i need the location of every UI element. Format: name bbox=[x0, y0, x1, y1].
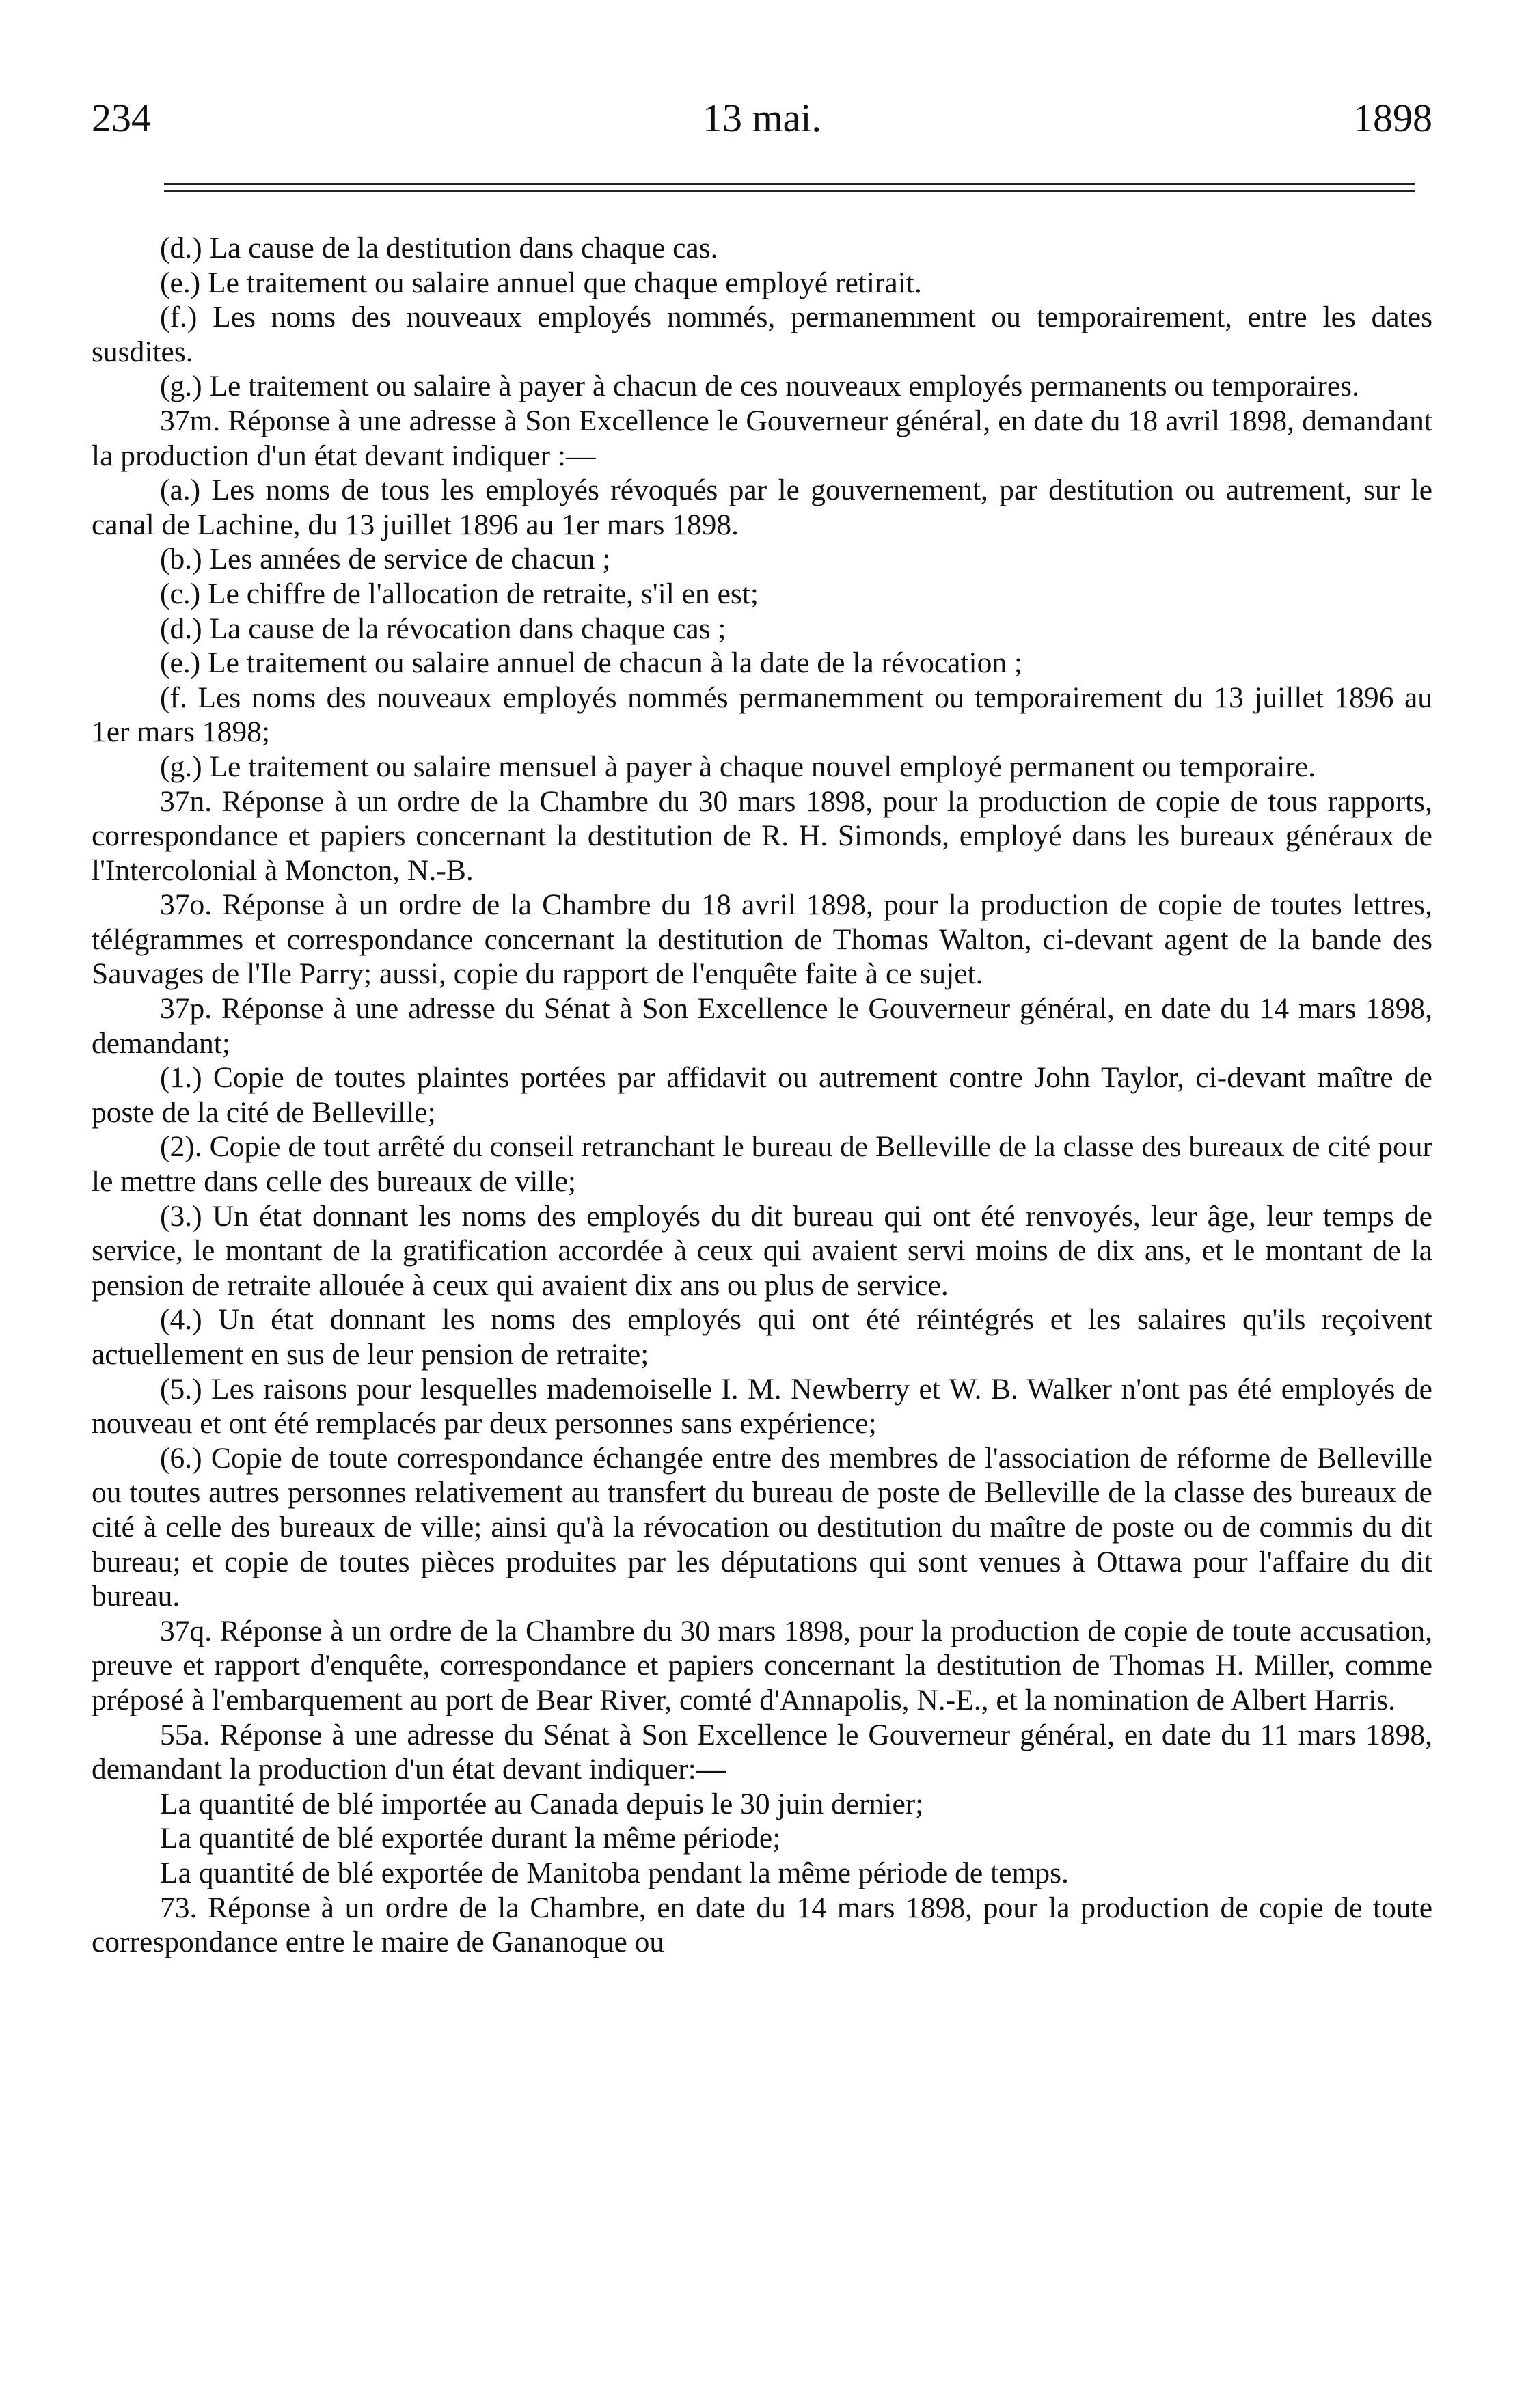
paragraph: La quantité de blé exportée durant la même période; bbox=[160, 1822, 781, 1855]
paragraph: (e.) Le traitement ou salaire annuel que chaque employé retirait. bbox=[160, 266, 922, 299]
paragraph: La quantité de blé importée au Canada depuis le 30 juin dernier; bbox=[160, 1787, 924, 1820]
header-rule-bottom bbox=[164, 190, 1415, 192]
paragraph: (g.) Le traitement ou salaire à payer à chacun de ces nouveaux employés permanents ou temporaires. bbox=[160, 370, 1359, 403]
paragraph: (2). Copie de tout arrêté du conseil retranchant le bureau de Belleville de la classe des bureaux de cité pour le mettre dans celle des bureaux de ville; bbox=[92, 1130, 1432, 1199]
paragraph: (1.) Copie de toutes plaintes portées par affidavit ou autrement contre John Taylor, ci-devant maître de poste de la cité de Belleville; bbox=[92, 1061, 1432, 1129]
paragraph: (g.) Le traitement ou salaire mensuel à payer à chaque nouvel employé permanent ou temporaire. bbox=[160, 750, 1316, 783]
paragraph: (3.) Un état donnant les noms des employés du dit bureau qui ont été renvoyés, leur âge, leur temps de service, le montant de la gratification accordée à ceux qui avaient servi moins de dix ans, et le montant de la pension de retraite allouée à ceux qui avaient dix ans ou plus de service. bbox=[92, 1199, 1432, 1302]
paragraph: (f. Les noms des nouveaux employés nommés permanemment ou temporairement du 13 juillet 1896 au 1er mars 1898; bbox=[92, 681, 1432, 749]
paragraph: (b.) Les années de service de chacun ; bbox=[160, 543, 611, 576]
paragraph: La quantité de blé exportée de Manitoba pendant la même période de temps. bbox=[160, 1856, 1069, 1889]
paragraph: 37n. Réponse à un ordre de la Chambre du 30 mars 1898, pour la production de copie de tous rapports, correspondance et papiers concernant la destitution de R. H. Simonds, employé dans les bureaux généraux de l'Intercolonial à Moncton, N.-B. bbox=[92, 784, 1432, 887]
paragraph: (d.) La cause de la destitution dans chaque cas. bbox=[160, 232, 718, 264]
paragraph: (d.) La cause de la révocation dans chaque cas ; bbox=[160, 612, 726, 645]
paragraph: (f.) Les noms des nouveaux employés nommés, permanemment ou temporairement, entre les dates susdites. bbox=[92, 301, 1432, 368]
paragraph: (4.) Un état donnant les noms des employés qui ont été réintégrés et les salaires qu'ils reçoivent actuellement en sus de leur pension de retraite; bbox=[92, 1303, 1432, 1371]
paragraph: 37p. Réponse à une adresse du Sénat à Son Excellence le Gouverneur général, en date du 14 mars 1898, demandant; bbox=[92, 992, 1432, 1060]
paragraph: (6.) Copie de toute correspondance échangée entre des membres de l'association de réforme de Belleville ou toutes autres personnes relativement au transfert du bureau de poste de Belleville de la classe des bureaux de cité à celle des bureaux de ville; ainsi qu'à la révocation ou destitution du maître de poste ou de commis du dit bureau; et copie de toutes pièces produites par les députations qui sont venues à Ottawa pour l'affaire du dit bureau. bbox=[92, 1441, 1432, 1613]
paragraph: 37q. Réponse à un ordre de la Chambre du 30 mars 1898, pour la production de copie de toute accusation, preuve et rapport d'enquête, correspondance et papiers concernant la destitution de Thomas H. Miller, comme préposé à l'embarquement au port de Bear River, comté d'Annapolis, N.-E., et la nomination de Albert Harris. bbox=[92, 1614, 1432, 1716]
paragraph: 73. Réponse à un ordre de la Chambre, en date du 14 mars 1898, pour la production de copie de toute correspondance entre le maire de Gananoque ou bbox=[92, 1891, 1432, 1959]
running-head bbox=[92, 94, 1432, 142]
paragraph: (5.) Les raisons pour lesquelles mademoiselle I. M. Newberry et W. B. Walker n'ont pas été employés de nouveau et ont été remplacés par deux personnes sans expérience; bbox=[92, 1372, 1432, 1440]
header-rule-top bbox=[164, 183, 1415, 185]
paragraph: 37m. Réponse à une adresse à Son Excellence le Gouverneur général, en date du 18 avril 1898, demandant la production d'un état devant indiquer :— bbox=[92, 404, 1432, 472]
paragraph: 55a. Réponse à une adresse du Sénat à Son Excellence le Gouverneur général, en date du 11 mars 1898, demandant la production d'un état devant indiquer:— bbox=[92, 1718, 1432, 1786]
paragraph: (c.) Le chiffre de l'allocation de retraite, s'il en est; bbox=[160, 577, 759, 610]
paragraph: (e.) Le traitement ou salaire annuel de chacun à la date de la révocation ; bbox=[160, 646, 1023, 680]
document-body bbox=[92, 231, 1432, 1960]
paragraph: 37o. Réponse à un ordre de la Chambre du 18 avril 1898, pour la production de copie de toutes lettres, télégrammes et correspondance concernant la destitution de Thomas Walton, ci-devant agent de la bande des Sauvages de l'Ile Parry; aussi, copie du rapport de l'enquête faite à ce sujet. bbox=[92, 888, 1432, 991]
page-number: 234 bbox=[92, 96, 151, 140]
header-date: 13 mai. bbox=[703, 96, 821, 140]
paragraph: (a.) Les noms de tous les employés révoqués par le gouvernement, par destitution ou autrement, sur le canal de Lachine, du 13 juillet 1896 au 1er mars 1898. bbox=[92, 474, 1432, 541]
header-year: 1898 bbox=[1353, 96, 1432, 140]
